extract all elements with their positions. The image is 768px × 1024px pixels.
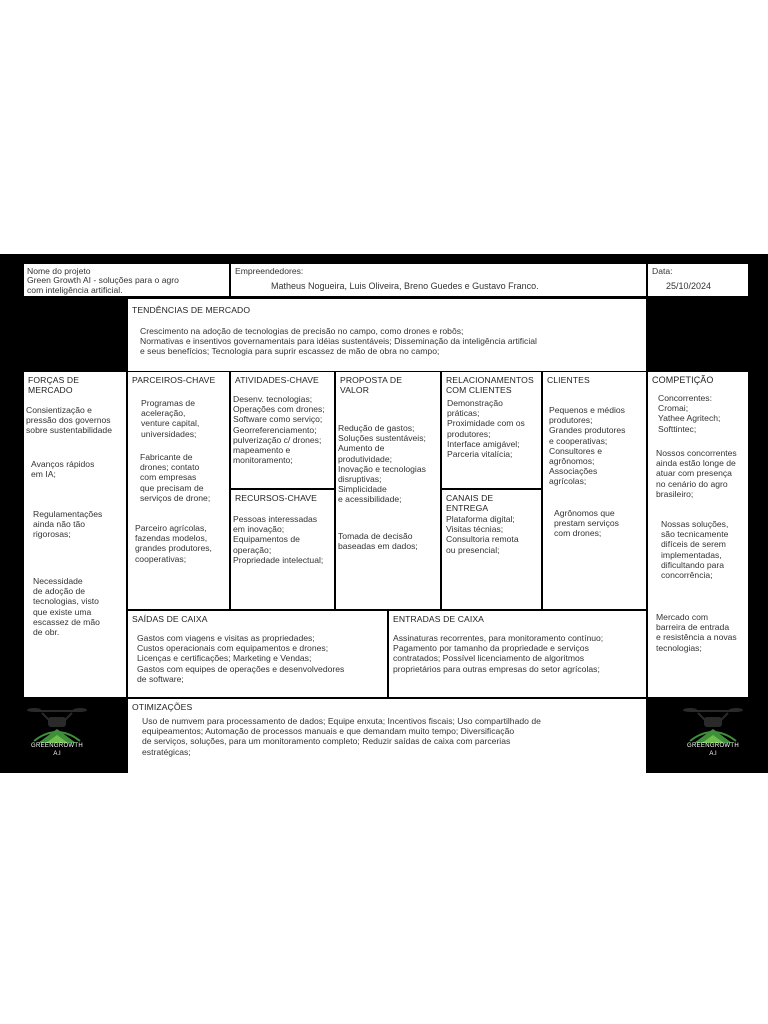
- cash-outflows-title: SAÍDAS DE CAIXA: [132, 614, 208, 624]
- channels-cell: [442, 490, 541, 609]
- date-value: 25/10/2024: [666, 281, 712, 291]
- competition-item: Nossas soluções, são tecnicamente difíceis de serem implementadas, dificultando para concorrência;: [661, 519, 729, 581]
- key-activities-cell: [231, 372, 334, 488]
- market-force-item: Avanços rápidos em IA;: [31, 459, 95, 480]
- market-forces-cell: [24, 372, 126, 697]
- competition-item: Concorrentes: Cromai; Yathee Agritech; Softtintec;: [658, 393, 721, 434]
- competition-item: Nossos concorrentes ainda estão longe de atuar com presença no cenário do agro brasileiro;: [656, 448, 737, 499]
- date-cell: [648, 264, 748, 296]
- customer-relationships-text: Demonstração práticas; Proximidade com os produtores; Interface amigável; Parceria vitalícia;: [447, 398, 525, 460]
- market-force-item: Consientização e pressão dos governos sobre sustentabilidade: [26, 405, 112, 436]
- competition-title: COMPETIÇÃO: [652, 375, 714, 385]
- founders-label: Empreendedores:: [235, 266, 304, 276]
- customer-item: Agrônomos que prestam serviços com drones;: [554, 508, 619, 539]
- greengrowth-logo-right: [680, 703, 746, 763]
- logo-text-line2: A.I: [53, 751, 61, 757]
- cash-inflows-cell: [389, 611, 646, 697]
- key-partners-cell: [128, 372, 229, 609]
- key-resources-text: Pessoas interessadas em inovação; Equipamentos de operação; Propriedade intelectual;: [233, 514, 324, 565]
- customers-title: CLIENTES: [547, 375, 590, 385]
- key-partners-title: PARCEIROS-CHAVE: [132, 375, 216, 385]
- market-force-item: Necessidade de adoção de tecnologias, visto que existe uma escassez de mão de obr.: [33, 576, 100, 638]
- key-resources-title: RECURSOS-CHAVE: [235, 493, 317, 503]
- customer-relationships-title: RELACIONAMENTOS COM CLIENTES: [446, 375, 534, 395]
- competition-item: Mercado com barreira de entrada e resistência a novas tecnologias;: [656, 612, 737, 653]
- optimizations-title: OTIMIZAÇÕES: [132, 702, 193, 712]
- logo-text-line1: GREENGROWTH: [687, 743, 739, 749]
- key-partner-item: Parceiro agrícolas, fazendas modelos, grandes produtores, cooperativas;: [135, 523, 212, 564]
- optimizations-cell: [128, 699, 646, 773]
- optimizations-text: Uso de numvem para processamento de dados; Equipe enxuta; Incentivos fiscais; Uso compartilhado de equipeamentos; Automação de processos manuais e que demandam muito tempo; Diversificação de serviços, soluções, para um monitoramento completo; Reduzir saídas de caixa com parcerias estratégicas;: [142, 716, 541, 757]
- business-canvas: [0, 254, 768, 773]
- founders-cell: [231, 264, 646, 296]
- greengrowth-logo-left: [24, 703, 90, 763]
- key-resources-cell: [231, 490, 334, 609]
- market-forces-title: FORÇAS DE MERCADO: [28, 375, 80, 395]
- channels-title: CANAIS DE ENTREGA: [446, 493, 494, 513]
- competition-cell: [648, 372, 748, 697]
- project-name-label: Nome do projeto: [27, 266, 91, 276]
- project-name-cell: [24, 264, 229, 296]
- key-partner-item: Fabricante de drones; contato com empresas que precisam de serviços de drone;: [140, 452, 211, 503]
- cash-outflows-text: Gastos com viagens e visitas as propriedades; Custos operacionais com equipamentos e drones; Licenças e certificações; Marketing e Vendas; Gastos com equipes de operações e desenvolvedores de software;: [137, 633, 345, 684]
- market-trends-text: Crescimento na adoção de tecnologias de precisão no campo, como drones e robôs; Normativas e insentivos governamentais para idéias sustentáveis; Disseminação da inteligência artificial e seus benefícios; Tecnologia para suprir escassez de mão de obra no campo;: [140, 326, 537, 357]
- market-force-item: Regulamentações ainda não tão rigorosas;: [33, 509, 103, 540]
- cash-inflows-text: Assinaturas recorrentes, para monitoramento contínuo; Pagamento por tamanho da propriedade e serviços contratados; Possível licenciamento de algoritmos proprietários para outras empresas do setor agrícolas;: [393, 633, 604, 674]
- customers-cell: [543, 372, 646, 609]
- cash-outflows-cell: [128, 611, 387, 697]
- market-trends-cell: [128, 299, 646, 371]
- value-proposition-cell: [336, 372, 440, 609]
- value-proposition-title: PROPOSTA DE VALOR: [340, 375, 403, 395]
- date-label: Data:: [652, 266, 673, 276]
- market-trends-title: TENDÊNCIAS DE MERCADO: [132, 305, 251, 315]
- customer-relationships-cell: [442, 372, 541, 488]
- logo-text-line1: GREENGROWTH: [31, 743, 83, 749]
- customer-item: Pequenos e médios produtores; Grandes produtores e cooperativas; Consultores e agrônomos; Associações agrícolas;: [549, 405, 626, 487]
- logo-text-line2: A.I: [709, 751, 717, 757]
- value-proposition-item: Redução de gastos; Soluções sustentáveis; Aumento de produtividade; Inovação e tecnologias disruptivas; Simplicidade e acessibilidade;: [338, 423, 426, 505]
- key-activities-text: Desenv. tecnologias; Operações com drones; Software como serviço; Georreferenciamento; pulverização c/ drones; mapeamento e monitoramento;: [233, 394, 325, 466]
- project-name-value: Green Growth AI - soluções para o agro com inteligência artificial.: [27, 275, 179, 295]
- founders-value: Matheus Nogueira, Luis Oliveira, Breno Guedes e Gustavo Franco.: [271, 281, 539, 291]
- value-proposition-item: Tomada de decisão baseadas em dados;: [338, 531, 418, 552]
- key-activities-title: ATIVIDADES-CHAVE: [235, 375, 319, 385]
- channels-text: Plataforma digital; Visitas técnias; Consultoria remota ou presencial;: [446, 514, 519, 555]
- key-partner-item: Programas de aceleração, venture capital, universidades;: [141, 398, 200, 439]
- cash-inflows-title: ENTRADAS DE CAIXA: [393, 614, 484, 624]
